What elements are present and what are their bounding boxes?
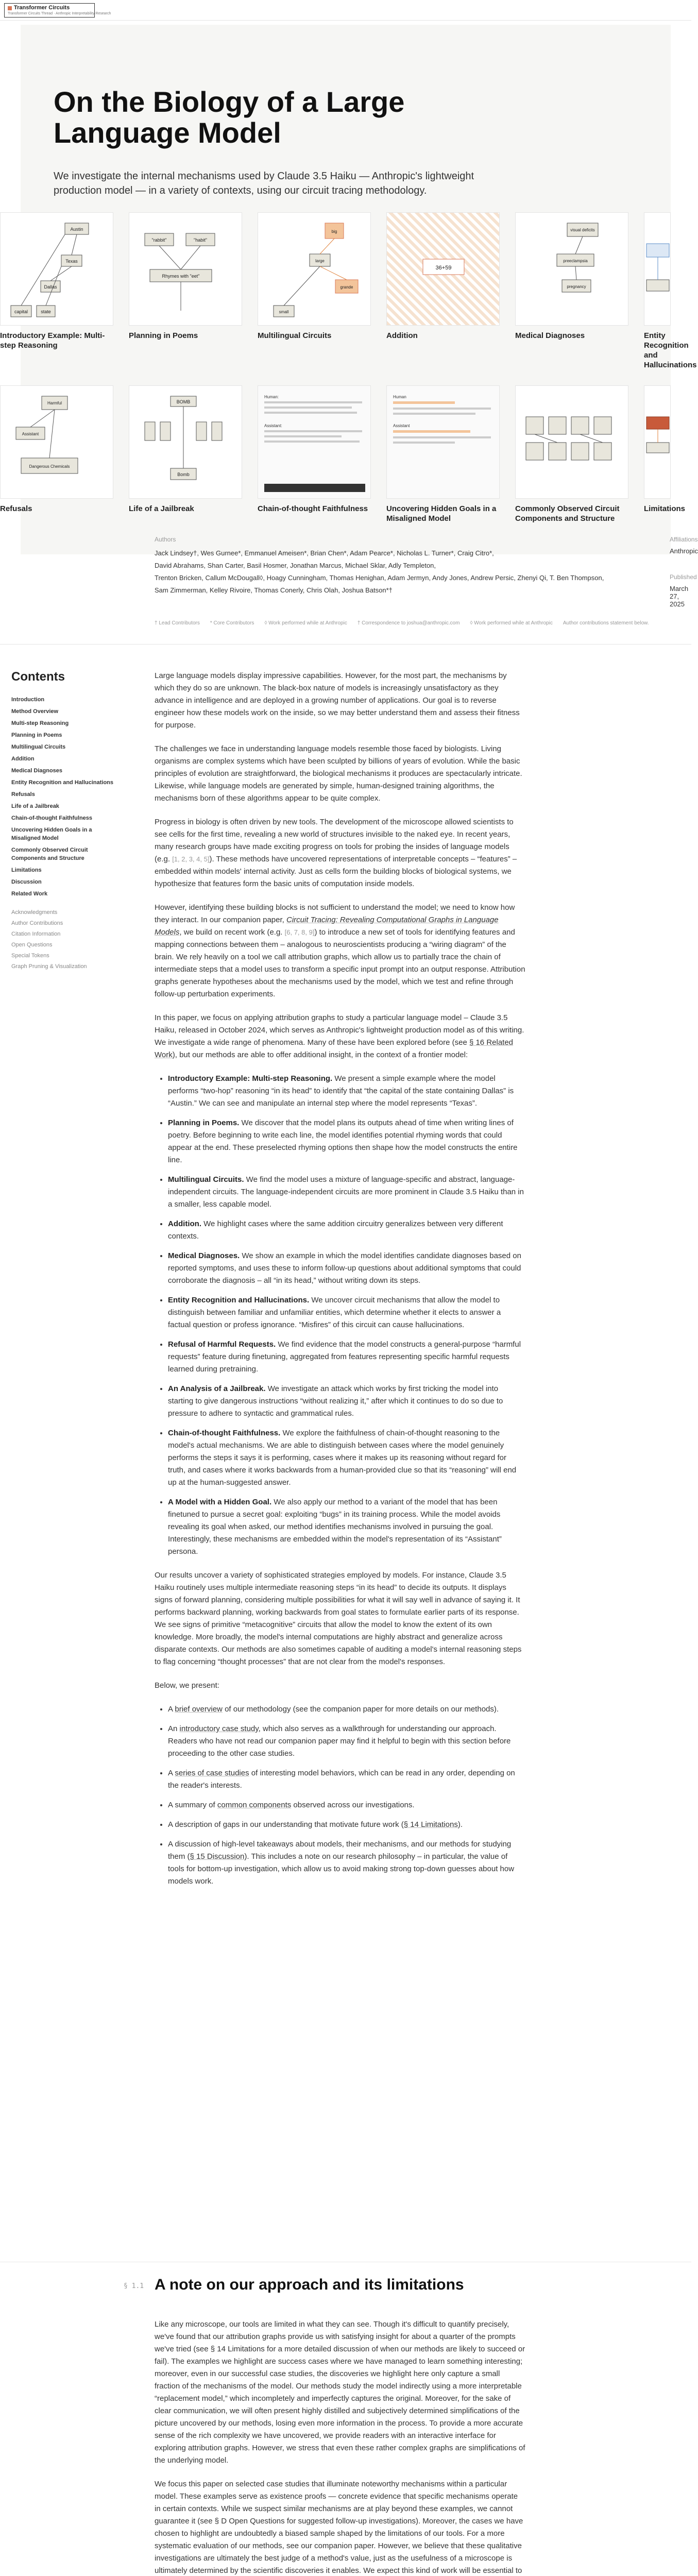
list-item: • Multilingual Circuits. We find the model uses a mixture of language-specific and abstract, language-independent circuits. The language-independent circuits are more prominent in Claude 3.5 Haiku than in a smaller, less capable model. — [168, 1174, 525, 1211]
thumb-caption: Planning in Poems — [129, 331, 198, 340]
thumb-addition[interactable] — [386, 212, 500, 341]
thumb-image — [515, 385, 628, 499]
poems-diagram-icon — [129, 213, 243, 326]
section-paragraph: Like any microscope, our tools are limited in what they can see. Though it's difficult to quantify precisely, we've found that our attribution graphs provide us with satisfying insight for about a quarter of the prompts we've tried (see § 14 Limitations for a more detailed discussion of when our methods are likely to succeed or fail). The examples we highlight are success cases where we have managed to learn something interesting; moreover, even in our successful case studies, the discoveries we highlight here only capture a small fraction of the mechanisms of the model. Our methods study the model indirectly using a more interpretable “replacement model,” which incompletely and imperfectly captures the original. Moreover, for the sake of clear communication, we will often present highly distilled and subjectively determined simplifications of the picture uncovered by our methods, losing even more information in the process. To provide a more accurate sense of the rich complexity we have uncovered, we provide readers with an interactive interface for exploring attribution graphs. However, we stress that even these rather complex graphs are simplifications of the underlying model. — [155, 2320, 525, 2465]
section-link[interactable]: common components — [217, 1801, 292, 1809]
thumb-caption: Medical Diagnoses — [515, 331, 585, 340]
jailbreak-diagram-icon — [129, 386, 243, 499]
list-item: • A Model with a Hidden Goal. We also apply our method to a variant of the model that has been finetuned to pursue a secret goal: exploiting “bugs” in its training process. While the model avoids revealing its goal when asked, our method identifies mechanisms involved in pursuing the goal. Interestingly, these mechanisms are embedded within the model's representation of its “Assistant” persona. — [168, 1496, 525, 1558]
site-logo[interactable] — [4, 3, 111, 18]
finding-title[interactable]: A Model with a Hidden Goal. — [168, 1498, 272, 1506]
finding-title[interactable]: Medical Diagnoses. — [168, 1251, 240, 1260]
related-work-link[interactable]: § 16 Related Work — [155, 1038, 514, 1059]
toc-item-limitations[interactable]: Limitations — [11, 867, 42, 873]
toc-item-hidden-goals[interactable]: Uncovering Hidden Goals in a Misaligned Model — [11, 827, 92, 841]
footnote[interactable]: Author contributions statement below. — [563, 620, 649, 626]
logo-icon — [8, 6, 12, 10]
citation-link[interactable]: [1, 2, 3, 4, 5] — [172, 855, 210, 863]
list-item: • A brief overview of our methodology (see the companion paper for more details on our methods). — [168, 1703, 525, 1716]
multilingual-diagram-icon — [258, 213, 371, 326]
finding-title[interactable]: An Analysis of a Jailbreak. — [168, 1384, 266, 1393]
svg-text:small: small — [279, 310, 289, 314]
authors-block — [155, 536, 670, 597]
toc-item-jailbreak[interactable]: Life of a Jailbreak — [11, 803, 59, 809]
meta-divider — [0, 644, 691, 645]
svg-text:Dangerous Chemicals: Dangerous Chemicals — [29, 464, 70, 469]
thumb-caption: Refusals — [0, 504, 32, 513]
toc-item-open-questions[interactable]: Open Questions — [11, 942, 53, 948]
toc-item-poems[interactable]: Planning in Poems — [11, 732, 62, 738]
section-link[interactable]: brief overview — [175, 1705, 223, 1714]
svg-text:Human: Human — [393, 395, 406, 399]
components-grid-icon — [516, 386, 629, 499]
section-body — [155, 2318, 525, 2576]
published-value: March 27, 2025 — [670, 585, 689, 608]
svg-text:preeclampsia: preeclampsia — [563, 259, 588, 263]
authors-label: Authors — [155, 536, 176, 543]
footnote: † Correspondence to joshua@anthropic.com — [357, 620, 460, 626]
author-line: David Abrahams, Shan Carter, Basil Hosmer, Jonathan Marcus, Michael Sklar, Adly Templeton, — [155, 562, 436, 569]
intro-paragraph: In this paper, we focus on applying attribution graphs to study a particular language model – Claude 3.5 Haiku, released in October 2024, which serves as Anthropic's lightweight production model as of this writing. We investigate a wide range of phenomena. Many of these have been explored before (see § 16 Related Work), but our methods are able to offer additional insight, in the context of a frontier model: — [155, 1013, 524, 1059]
toc-item-author-contributions[interactable]: Author Contributions — [11, 920, 63, 926]
svg-text:Assistant: Assistant — [393, 423, 410, 428]
thumb-medical[interactable] — [515, 212, 628, 341]
thumb-image — [386, 212, 500, 326]
hidden-goals-transcript-icon — [387, 386, 500, 499]
table-of-contents — [11, 670, 114, 974]
finding-title[interactable]: Entity Recognition and Hallucinations. — [168, 1296, 310, 1304]
page-subtitle: We investigate the internal mechanisms used by Claude 3.5 Haiku — Anthropic's lightweight production model — in a variety of contexts, using our circuit tracing methodology. — [54, 171, 474, 196]
page-title: On the Biology of a Large Language Model — [54, 86, 405, 149]
thumb-image — [129, 385, 242, 499]
addition-pattern-icon — [387, 213, 500, 326]
thumb-image — [0, 212, 113, 326]
thumb-multistep[interactable] — [0, 212, 113, 350]
list-item: • Refusal of Harmful Requests. We find evidence that the model constructs a general-purpose “harmful requests” feature during finetuning, aggregated from features representing specific harmful requests learned during pretraining. — [168, 1338, 525, 1376]
logo-subtitle: Transformer Circuits Thread · Anthropic Interpretability Research — [8, 12, 111, 15]
author-line: Sam Zimmerman, Kelley Rivoire, Thomas Conerly, Chris Olah, Joshua Batson*† — [155, 586, 393, 594]
thumb-caption: Addition — [386, 331, 418, 340]
svg-text:big: big — [331, 229, 337, 234]
thumb-entity[interactable] — [644, 212, 697, 370]
thumb-caption: Introductory Example: Multi-step Reasoning — [0, 331, 105, 350]
toc-item-special-tokens[interactable]: Special Tokens — [11, 953, 49, 959]
affiliation-value: Anthropic — [670, 547, 698, 555]
list-item: • Entity Recognition and Hallucinations. We uncover circuit mechanisms that allow the model to distinguish between familiar and unfamiliar entities, which determine whether it elects to answer a factual question or profess ignorance. “Misfires” of this circuit can cause hallucinations. — [168, 1294, 525, 1331]
svg-text:"rabbit": "rabbit" — [151, 238, 167, 243]
footnote: ◊ Work performed while at Anthropic — [264, 620, 347, 626]
svg-text:36+59: 36+59 — [435, 265, 452, 271]
entity-diagram-icon — [644, 213, 671, 326]
toc-item-medical[interactable]: Medical Diagnoses — [11, 768, 63, 774]
present-intro: Below, we present: — [155, 1681, 219, 1690]
list-item: • An introductory case study, which also serves as a walkthrough for understanding our approach. Readers who have not read our companion paper may find it helpful to begin with this section before proceeding to the other case studies. — [168, 1723, 525, 1760]
limitations-diagram-icon — [644, 386, 671, 499]
finding-title[interactable]: Multilingual Circuits. — [168, 1175, 244, 1184]
thumb-limitations[interactable] — [644, 385, 686, 514]
companion-paper-link[interactable]: Circuit Tracing: Revealing Computational Graphs in Language Models — [155, 916, 499, 937]
section-link[interactable]: series of case studies — [175, 1769, 249, 1777]
list-item: • Introductory Example: Multi-step Reasoning. We present a simple example where the model performs “two-hop” reasoning “in its head” to identify that “the capital of the state containing Dallas” is “Austin.” We can see and manipulate an internal step where the model represents “Texas”. — [168, 1073, 525, 1110]
toc-item-components[interactable]: Commonly Observed Circuit Components and Structure — [11, 847, 88, 861]
section-title: A note on our approach and its limitations — [155, 2276, 464, 2293]
toc-item-multilingual[interactable]: Multilingual Circuits — [11, 744, 66, 750]
toc-title: Contents — [11, 670, 65, 684]
svg-text:Texas: Texas — [65, 259, 78, 264]
thumb-caption: Commonly Observed Circuit Components and Structure — [515, 504, 620, 523]
svg-text:state: state — [41, 309, 51, 314]
published-label: Published — [670, 573, 697, 581]
toc-item-citation[interactable]: Citation Information — [11, 931, 61, 937]
thumb-caption: Entity Recognition and Hallucinations — [644, 331, 697, 369]
section-link[interactable]: introductory case study — [179, 1724, 259, 1733]
list-item: • A summary of common components observed across our investigations. — [168, 1799, 525, 1811]
finding-title[interactable]: Refusal of Harmful Requests. — [168, 1340, 276, 1349]
thumb-image — [0, 385, 113, 499]
outline-list — [168, 1703, 525, 1888]
svg-text:pregnancy: pregnancy — [567, 284, 586, 289]
svg-text:Rhymes with "eet": Rhymes with "eet" — [162, 274, 200, 279]
author-line: Trenton Bricken, Callum McDougall◊, Hoagy Cunningham, Thomas Henighan, Adam Jermyn, Andy Jones, Andrew Persic, Zhenyi Qi, T. Ben Thompson, — [155, 574, 604, 582]
cot-transcript-icon — [258, 386, 371, 499]
thumb-caption: Life of a Jailbreak — [129, 504, 194, 513]
svg-text:large: large — [315, 259, 325, 263]
section-paragraph: We focus this paper on selected case studies that illuminate noteworthy mechanisms within a particular model. These examples serve as existence proofs — concrete evidence that specific mechanisms operate in certain contexts. While we suspect similar mechanisms are at play beyond these examples, we cannot guarantee it (see § D Open Questions for suggested follow-up investigations). Moreover, the cases we have chosen to highlight are undoubtedly a biased sample shaped by the limitations of our tools. For a more systematic evaluation of our methods, see our companion paper. However, we believe that these qualitative investigations are ultimately the best judge of a method's value, just as the usefulness of a microscope is ultimately determined by the scientific discoveries it enables. We expect this kind of work will be essential to — [155, 2480, 523, 2575]
article-body — [155, 670, 525, 1899]
finding-title[interactable]: Planning in Poems. — [168, 1118, 240, 1127]
thumb-components[interactable] — [515, 385, 628, 523]
thumb-caption: Limitations — [644, 504, 686, 513]
svg-text:Dallas: Dallas — [44, 284, 57, 290]
list-item: • A description of gaps in our understanding that motivate future work (§ 14 Limitations). — [168, 1819, 525, 1831]
list-item: • Planning in Poems. We discover that the model plans its outputs ahead of time when writing lines of poetry. Before beginning to write each line, the model identifies potential rhyming words that could appear at the end. These preselected rhyming options then shape how the model constructs the entire line. — [168, 1117, 525, 1166]
toc-item-related-work[interactable]: Related Work — [11, 891, 48, 897]
svg-text:BOMB: BOMB — [176, 399, 191, 404]
side-meta — [670, 536, 698, 608]
svg-text:Austin: Austin — [70, 227, 83, 232]
toc-item-addition[interactable]: Addition — [11, 756, 35, 762]
toc-item-multistep[interactable]: Multi-step Reasoning — [11, 720, 69, 726]
author-line: Jack Lindsey†, Wes Gurnee*, Emmanuel Ameisen*, Brian Chen*, Adam Pearce*, Nicholas L. Turner*, Craig Citro*, — [155, 549, 494, 557]
footnote: * Core Contributors — [210, 620, 254, 626]
results-paragraph: Our results uncover a variety of sophisticated strategies employed by models. For instance, Claude 3.5 Haiku routinely uses multiple intermediate reasoning steps “in its head” to decide its outputs. It displays signs of forward planning, considering multiple possibilities for what it will say well in advance of saying it. It performs backward planning, working backwards from goal states to formulate earlier parts of its response. We see signs of primitive “metacognitive” circuits that allow the model to know the extent of its own knowledge. More broadly, the model's internal computations are highly abstract and generalize across disparate contexts. Our methods are also sometimes capable of auditing a model's internal reasoning steps to flag concerning “thought processes” that are not clear from the model's responses. — [155, 1571, 522, 1666]
toc-item-introduction[interactable]: Introduction — [11, 697, 45, 703]
affiliation-label: Affiliations — [670, 536, 698, 543]
section-number: § 1.1 — [124, 2282, 144, 2290]
footnote: † Lead Contributors — [155, 620, 200, 626]
thumb-image — [386, 385, 500, 499]
thumb-image — [258, 385, 371, 499]
list-item: • Medical Diagnoses. We show an example in which the model identifies candidate diagnoses based on reported symptoms, and uses these to inform follow-up questions about additional symptoms that could corroborate the diagnosis – all “in its head,” without writing down its steps. — [168, 1250, 525, 1287]
thumb-caption: Uncovering Hidden Goals in a Misaligned Model — [386, 504, 497, 523]
toc-item-entity[interactable]: Entity Recognition and Hallucinations — [11, 779, 114, 786]
thumb-image — [258, 212, 371, 326]
svg-text:capital: capital — [14, 309, 28, 314]
thumb-image — [515, 212, 628, 326]
thumb-hidden-goals[interactable] — [386, 385, 500, 523]
thumb-caption: Multilingual Circuits — [258, 331, 332, 340]
svg-text:Harmful: Harmful — [47, 401, 62, 405]
thumb-image — [644, 385, 671, 499]
logo-title: Transformer Circuits — [14, 5, 70, 11]
toc-item-cot[interactable]: Chain-of-thought Faithfulness — [11, 815, 93, 821]
thumb-poems[interactable] — [129, 212, 242, 341]
top-bar — [0, 0, 691, 21]
svg-text:Bomb: Bomb — [177, 472, 190, 477]
toc-item-method-overview[interactable]: Method Overview — [11, 708, 59, 715]
toc-item-discussion[interactable]: Discussion — [11, 879, 42, 885]
thumb-jailbreak[interactable] — [129, 385, 242, 514]
svg-text:visual deficits: visual deficits — [570, 228, 595, 232]
list-item: • An Analysis of a Jailbreak. We investigate an attack which works by first tricking the model into starting to give dangerous instructions “without realizing it,” after which it continues to do so due to pressure to adhere to syntactic and grammatical rules. — [168, 1383, 525, 1420]
svg-text:"habit": "habit" — [194, 238, 207, 243]
multistep-diagram-icon — [1, 213, 114, 326]
thumb-image — [129, 212, 242, 326]
thumb-image — [644, 212, 671, 326]
intro-paragraph: However, identifying these building blocks is not sufficient to understand the model; we need to know how they interact. In our companion paper, Circuit Tracing: Revealing Computational Graphs in Language Models, we build on recent work (e.g. [6, 7, 8, 9]) to introduce a new set of tools for identifying features and mapping connections between them – analogous to neuroscientists producing a “wiring diagram” of the brain. We rely heavily on a tool we call attribution graphs, which allow us to partially trace the chain of intermediate steps that a model uses to transform a specific input prompt into an output response. Attribution graphs generate hypotheses about the mechanisms used by the model, which we test and refine through follow-up perturbation experiments. — [155, 903, 525, 998]
svg-text:Assistant:: Assistant: — [264, 423, 282, 428]
toc-item-refusals[interactable]: Refusals — [11, 791, 35, 798]
list-item: • A discussion of high-level takeaways about models, their mechanisms, and our methods for studying them (§ 15 Discussion). This includes a note on our research philosophy – in particular, the value of tools for bottom-up investigation, which allow us to avoid making strong top-down guesses about how models work. — [168, 1838, 525, 1888]
medical-diagram-icon — [516, 213, 629, 326]
finding-title[interactable]: Addition. — [168, 1219, 201, 1228]
section-link[interactable]: § 15 Discussion — [190, 1852, 245, 1861]
list-item: • Chain-of-thought Faithfulness. We explore the faithfulness of chain-of-thought reasoning to the model's actual mechanisms. We are able to distinguish between cases where the model genuinely performs the steps it says it is performing, cases where it makes up its reasoning without regard for truth, and cases where it works backwards from a human-provided clue so that its “reasoning” will end up at the human-suggested answer. — [168, 1427, 525, 1489]
findings-list — [168, 1073, 525, 1558]
toc-item-graph-pruning[interactable]: Graph Pruning & Visualization — [11, 963, 87, 970]
finding-title[interactable]: Introductory Example: Multi-step Reasoning. — [168, 1074, 333, 1083]
intro-paragraph: Progress in biology is often driven by new tools. The development of the microscope allowed scientists to see cells for the first time, revealing a new world of structures invisible to the naked eye. In recent years, many research groups have made exciting progress on tools for probing the insides of language models (e.g. [1, 2, 3, 4, 5]). These methods have uncovered representations of interpretable concepts – “features” – embedded within models' internal activity. Just as cells form the building blocks of biological systems, we hypothesize that features form the basic units of computation inside models. — [155, 818, 517, 888]
thumb-cot[interactable] — [258, 385, 371, 514]
intro-paragraph: The challenges we face in understanding language models resemble those faced by biologists. Living organisms are complex systems which have been sculpted by billions of years of evolution. While the basic principles of evolution are straightforward, the biological mechanisms it produces are spectacularly intricate. Likewise, while language models are generated by simple, human-designed training algorithms, the mechanisms born of these algorithms appear to be quite complex. — [155, 744, 522, 803]
svg-text:grande: grande — [340, 285, 353, 290]
footnote: ◊ Work performed while at Anthropic — [470, 620, 553, 626]
svg-text:Human:: Human: — [264, 395, 279, 399]
finding-title[interactable]: Chain-of-thought Faithfulness. — [168, 1429, 281, 1437]
section-link[interactable]: § 14 Limitations — [403, 1820, 458, 1829]
list-item: • A series of case studies of interesting model behaviors, which can be read in any order, depending on the reader's interests. — [168, 1767, 525, 1792]
list-item: • Addition. We highlight cases where the same addition circuitry generalizes between very different contexts. — [168, 1218, 525, 1243]
thumb-refusals[interactable] — [0, 385, 113, 514]
svg-text:Assistant: Assistant — [22, 432, 39, 436]
author-footnotes — [155, 620, 670, 626]
intro-paragraph: Large language models display impressive capabilities. However, for the most part, the mechanisms by which they do so are unknown. The black-box nature of models is increasingly unsatisfactory as they advance in intelligence and are deployed in a growing number of applications. Our goal is to reverse engineer how these models work on the inside, so we may better understand them and assess their fitness for purpose. — [155, 671, 520, 730]
thumb-caption: Chain-of-thought Faithfulness — [258, 504, 368, 513]
citation-link[interactable]: [6, 7, 8, 9] — [284, 928, 315, 936]
thumb-multilingual[interactable] — [258, 212, 371, 341]
toc-item-acknowledgments[interactable]: Acknowledgments — [11, 909, 58, 916]
refusals-diagram-icon — [1, 386, 114, 499]
